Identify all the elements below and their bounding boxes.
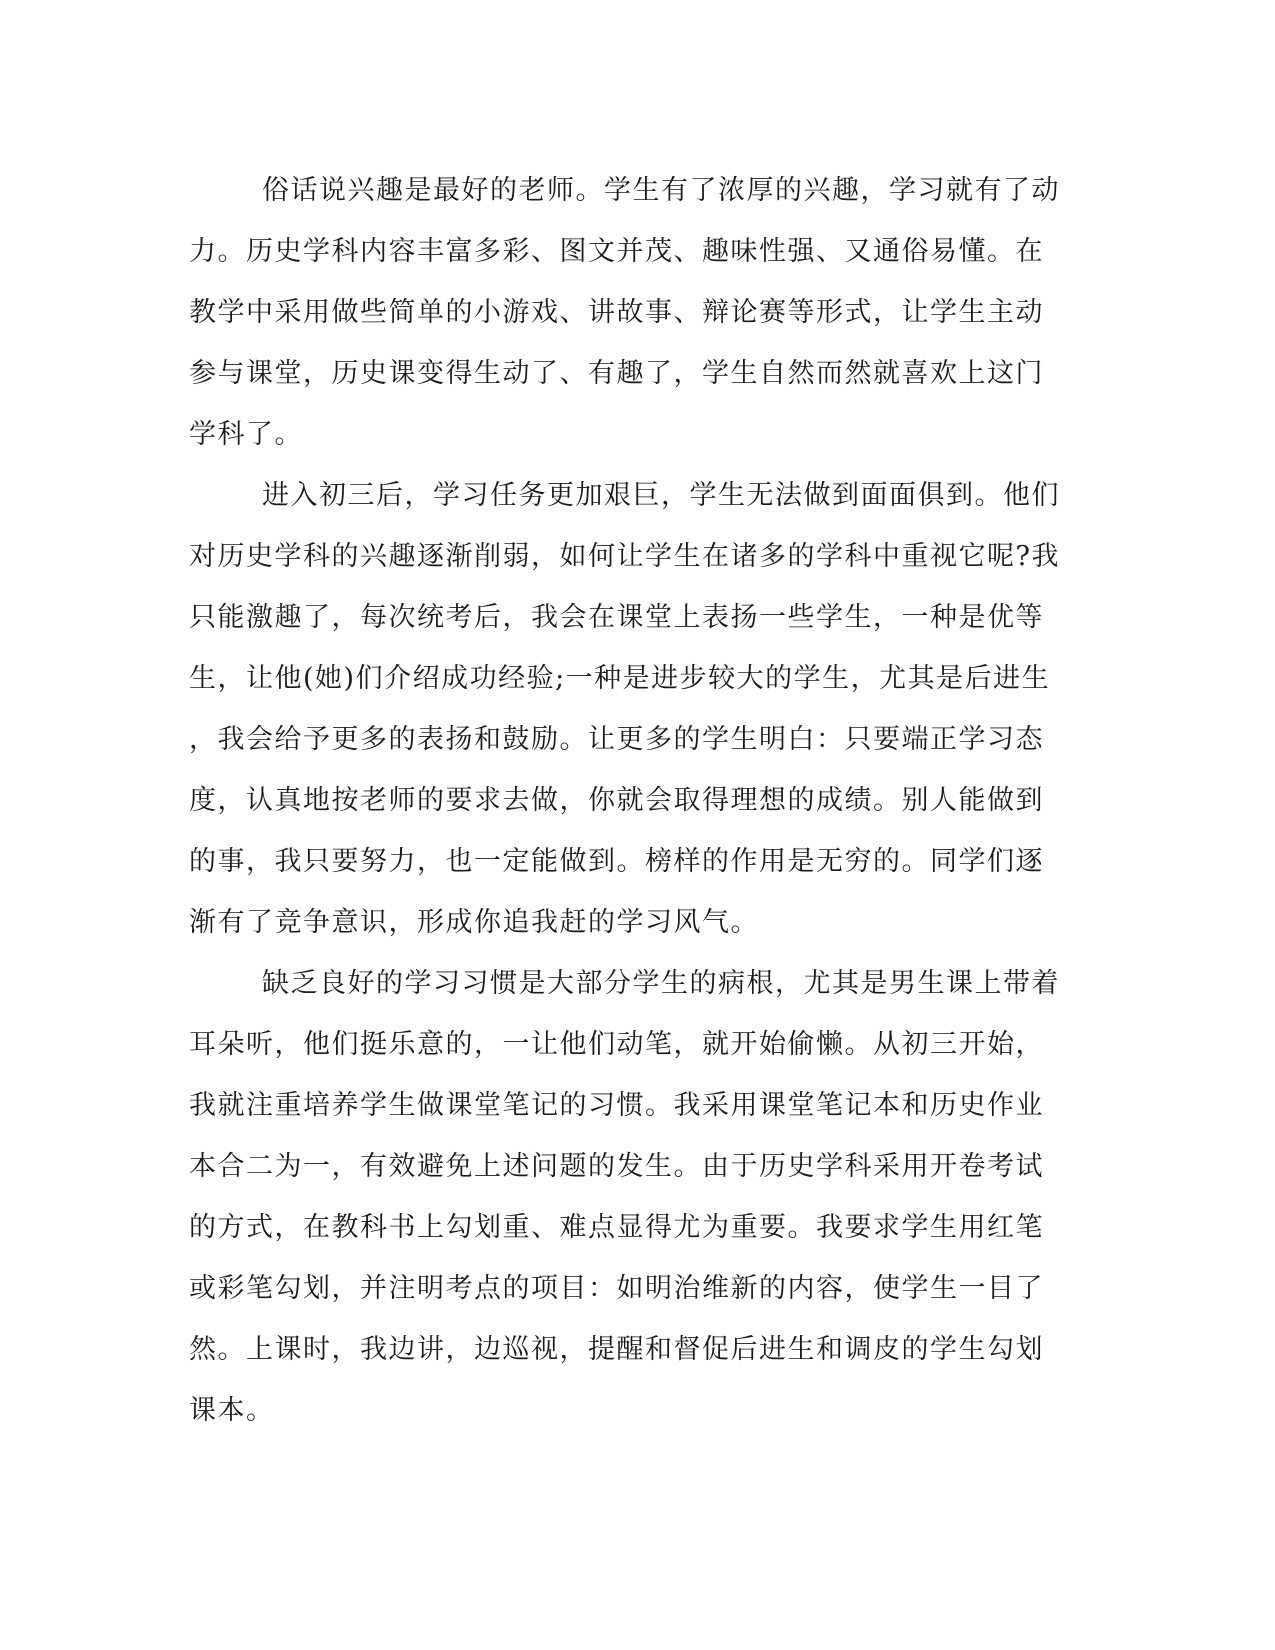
paragraph-2: [189, 465, 1071, 953]
text-line: 耳朵听，他们挺乐意的，一让他们动笔，就开始偷懒。从初三开始，: [189, 1029, 1044, 1060]
text-line: 缺乏良好的学习习惯是大部分学生的病根，尤其是男生课上带着: [262, 968, 1060, 999]
text-line: 生，让他(她)们介绍成功经验;一种是进步较大的学生，尤其是后进生: [189, 663, 1051, 694]
paragraph-3: [189, 953, 1071, 1441]
text-line: 俗话说兴趣是最好的老师。学生有了浓厚的兴趣，学习就有了动: [262, 175, 1060, 206]
text-line: 学科了。: [189, 419, 303, 450]
text-line: 本合二为一，有效避免上述问题的发生。由于历史学科采用开卷考试: [189, 1151, 1044, 1182]
text-line: 我就注重培养学生做课堂笔记的习惯。我采用课堂笔记本和历史作业: [189, 1090, 1044, 1121]
text-line: ，我会给予更多的表扬和鼓励。让更多的学生明白：只要端正学习态: [189, 724, 1044, 755]
document-body: [189, 160, 1071, 1441]
text-line: 进入初三后，学习任务更加艰巨，学生无法做到面面俱到。他们: [262, 480, 1060, 511]
text-line: 只能激趣了，每次统考后，我会在课堂上表扬一些学生，一种是优等: [189, 602, 1044, 633]
text-line: 度，认真地按老师的要求去做，你就会取得理想的成绩。别人能做到: [189, 785, 1044, 816]
text-line: 课本。: [189, 1395, 275, 1426]
text-line: 或彩笔勾划，并注明考点的项目：如明治维新的内容，使学生一目了: [189, 1273, 1044, 1304]
text-line: 的方式，在教科书上勾划重、难点显得尤为重要。我要求学生用红笔: [189, 1212, 1044, 1243]
text-line: 教学中采用做些简单的小游戏、讲故事、辩论赛等形式，让学生主动: [189, 297, 1044, 328]
text-line: 力。历史学科内容丰富多彩、图文并茂、趣味性强、又通俗易懂。在: [189, 236, 1044, 267]
paragraph-1: [189, 160, 1071, 465]
text-line: 渐有了竞争意识，形成你追我赶的学习风气。: [189, 907, 759, 938]
text-line: 然。上课时，我边讲，边巡视，提醒和督促后进生和调皮的学生勾划: [189, 1334, 1044, 1365]
text-line: 参与课堂，历史课变得生动了、有趣了，学生自然而然就喜欢上这门: [189, 358, 1044, 389]
text-line: 的事，我只要努力，也一定能做到。榜样的作用是无穷的。同学们逐: [189, 846, 1044, 877]
text-line: 对历史学科的兴趣逐渐削弱，如何让学生在诸多的学科中重视它呢?我: [189, 541, 1060, 572]
